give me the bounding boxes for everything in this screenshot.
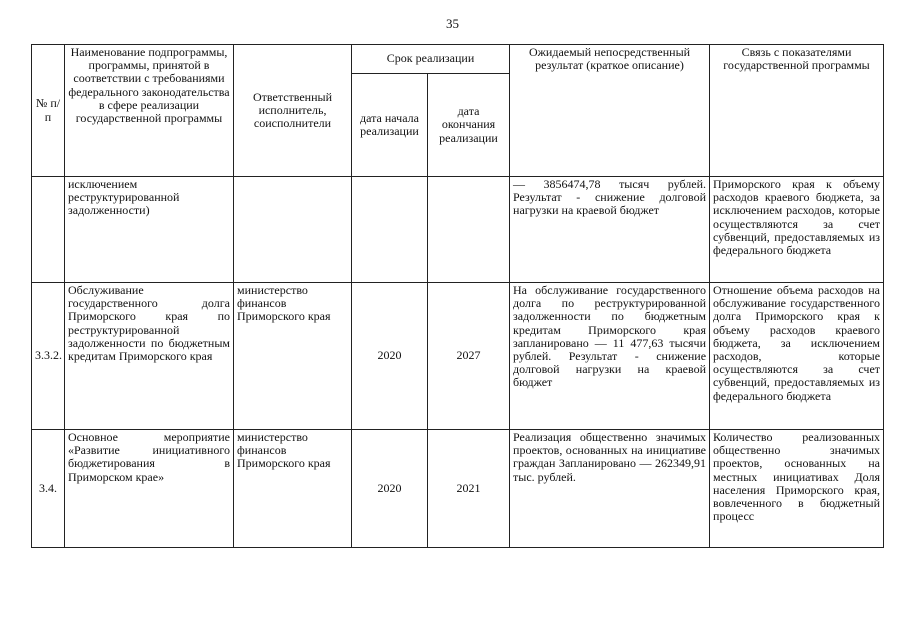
row-link: Приморского края к объему расходов краевого бюджета, за исключением расходов, которые осуществляются за счет субвенций, предоставляемых из федерального бюджета bbox=[710, 177, 884, 283]
row-name: исключением реструктурированной задолженности) bbox=[65, 177, 234, 283]
header-end: дата окончания реализации bbox=[428, 74, 510, 177]
row-result: На обслуживание государственного долга по реструктурированной задолженности по бюджетным кредитам Приморского края запланировано — 11 477,63 тысячи рублей. Результат - снижение долговой нагрузки на краевой бюджет bbox=[510, 283, 710, 430]
header-result: Ожидаемый непосредственный результат (краткое описание) bbox=[510, 45, 710, 177]
row-link: Количество реализованных общественно значимых проектов, основанных на местных инициативах Доля населения Приморского края, вовлеченного в бюджетный процесс bbox=[710, 430, 884, 548]
row-executor: министерство финансов Приморского края bbox=[234, 283, 352, 430]
row-start: 2020 bbox=[352, 430, 428, 548]
row-executor bbox=[234, 177, 352, 283]
row-name: Обслуживание государственного долга Приморского края по реструктурированной задолженности по бюджетным кредитам Приморского края bbox=[65, 283, 234, 430]
page-number: 35 bbox=[446, 16, 459, 31]
row-start: 2020 bbox=[352, 283, 428, 430]
row-name: Основное мероприятие «Развитие инициативного бюджетирования в Приморском крае» bbox=[65, 430, 234, 548]
table-row bbox=[32, 430, 884, 548]
row-link: Отношение объема расходов на обслуживание государственного долга Приморского края к объему расходов краевого бюджета, за исключением расходов, которые осуществляются за счет субвенций, предоставляемых из федерального бюджета bbox=[710, 283, 884, 430]
row-end: 2021 bbox=[428, 430, 510, 548]
row-start bbox=[352, 177, 428, 283]
header-period: Срок реализации bbox=[352, 45, 510, 74]
row-num: 3.3.2. bbox=[32, 283, 65, 430]
table-row bbox=[32, 177, 884, 283]
row-num bbox=[32, 177, 65, 283]
header-name: Наименование подпрограммы, программы, принятой в соответствии с требованиями федерального законодательства в сфере реализации государственной программы bbox=[65, 45, 234, 177]
header-link: Связь с показателями государственной программы bbox=[710, 45, 884, 177]
row-end bbox=[428, 177, 510, 283]
header-num: № п/п bbox=[32, 45, 65, 177]
row-result: — 3856474,78 тысяч рублей. Результат - снижение долговой нагрузки на краевой бюджет bbox=[510, 177, 710, 283]
header-row bbox=[32, 45, 884, 74]
table-row bbox=[32, 283, 884, 430]
row-end: 2027 bbox=[428, 283, 510, 430]
row-executor: министерство финансов Приморского края bbox=[234, 430, 352, 548]
header-start: дата начала реализации bbox=[352, 74, 428, 177]
program-table bbox=[31, 44, 884, 548]
header-executor: Ответственный исполнитель, соисполнители bbox=[234, 45, 352, 177]
row-result: Реализация общественно значимых проектов, основанных на инициативе граждан Запланировано — 262349,91 тыс. рублей. bbox=[510, 430, 710, 548]
row-num: 3.4. bbox=[32, 430, 65, 548]
